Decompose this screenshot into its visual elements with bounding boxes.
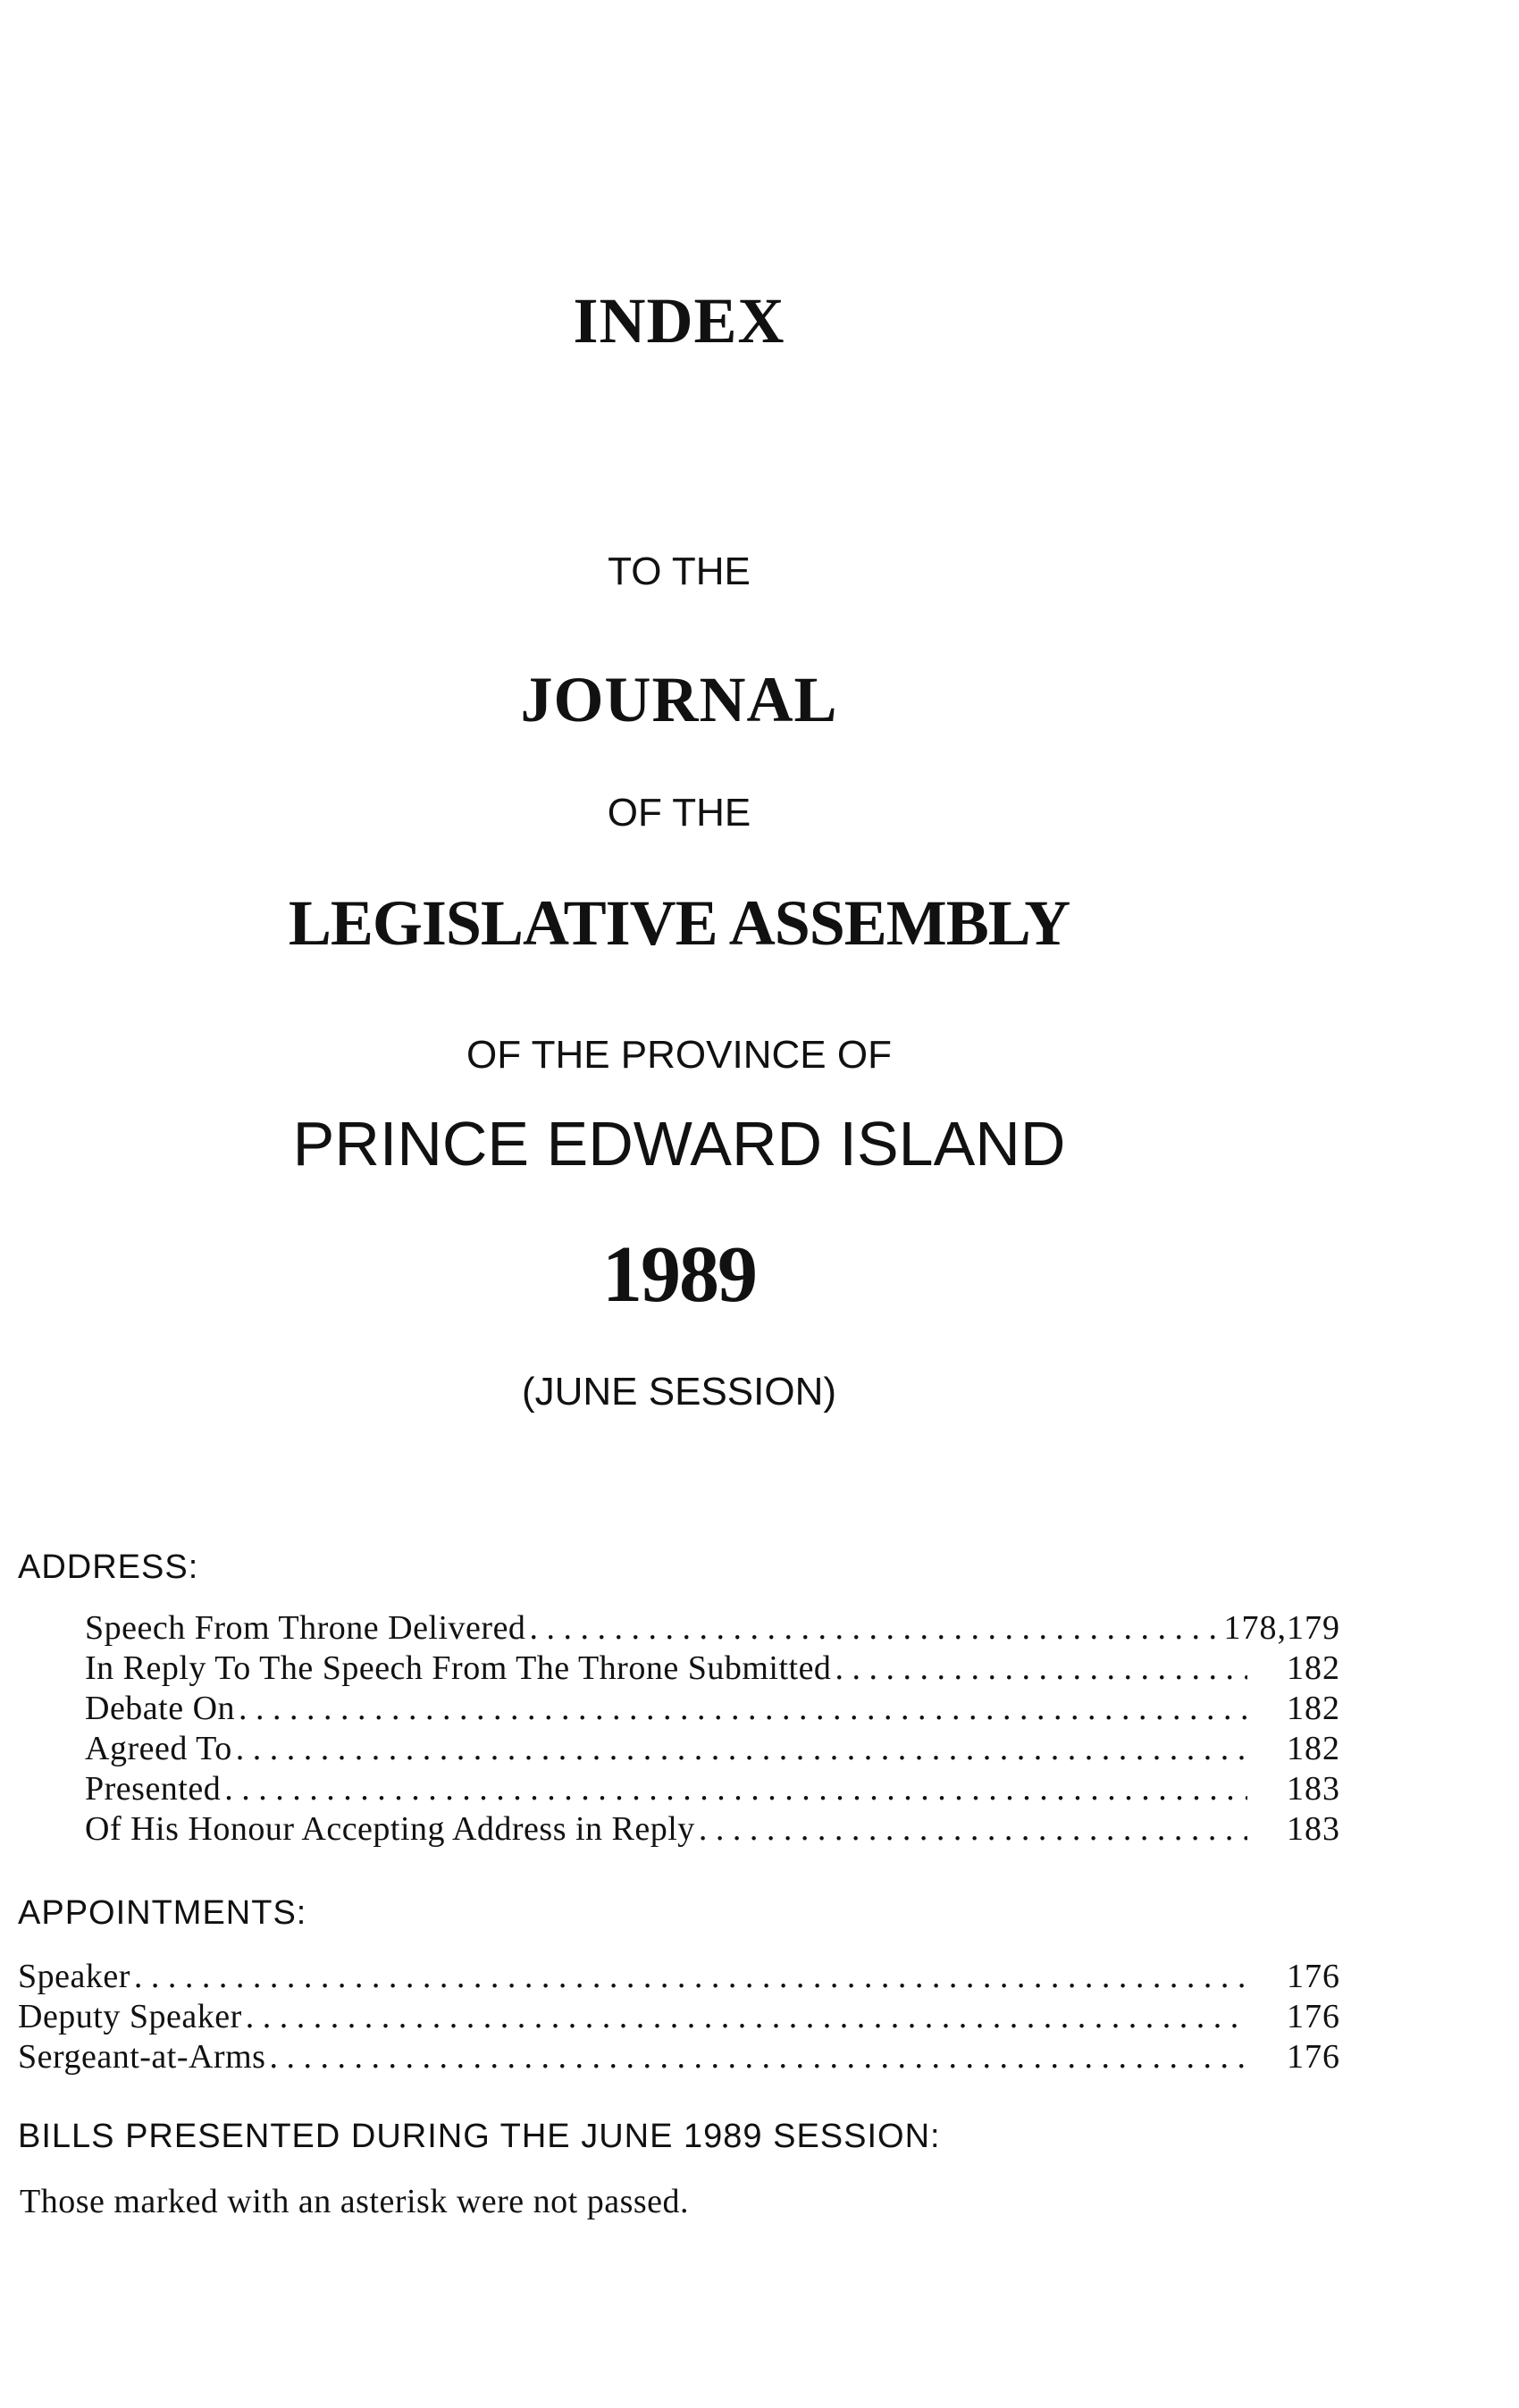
to-the-line: TO THE — [608, 550, 751, 593]
entry-label: In Reply To The Speech From The Throne Submitted — [85, 1649, 832, 1687]
of-the-line: OF THE — [607, 791, 751, 835]
entry-pages: 182 — [1287, 1730, 1340, 1767]
dot-leader — [529, 1608, 1220, 1648]
entry-label: Deputy Speaker — [18, 1998, 242, 2035]
dot-leader — [236, 1729, 1247, 1768]
entry-label: Speech From Throne Delivered — [85, 1609, 526, 1647]
entry-label: Presented — [85, 1770, 222, 1808]
province-of-line: OF THE PROVINCE OF — [466, 1033, 892, 1077]
assembly-title: LEGISLATIVE ASSEMBLY — [288, 887, 1070, 959]
dot-leader — [134, 1957, 1247, 1996]
index-entry — [18, 1957, 1340, 1997]
session-line: (JUNE SESSION) — [521, 1370, 837, 1414]
appointments-heading: APPOINTMENTS: — [18, 1894, 307, 1932]
entry-pages: 183 — [1287, 1810, 1340, 1848]
entry-label: Debate On — [85, 1690, 236, 1727]
year-title: 1989 — [602, 1230, 756, 1319]
bills-heading: BILLS PRESENTED DURING THE JUNE 1989 SESSION: — [18, 2118, 941, 2155]
address-entries — [85, 1608, 1340, 1850]
index-entry — [85, 1769, 1340, 1809]
dot-leader — [699, 1809, 1247, 1849]
entry-label: Agreed To — [85, 1730, 232, 1767]
entry-pages: 178,179 — [1223, 1609, 1340, 1647]
entry-pages: 176 — [1287, 2038, 1340, 2076]
index-title: INDEX — [573, 285, 785, 357]
dot-leader — [246, 1997, 1247, 2036]
bills-note: Those marked with an asterisk were not passed. — [20, 2183, 690, 2220]
address-heading: ADDRESS: — [18, 1548, 199, 1586]
dot-leader — [239, 1689, 1247, 1728]
index-entry — [85, 1689, 1340, 1729]
appointments-entries — [18, 1957, 1340, 2077]
index-entry — [85, 1649, 1340, 1689]
index-entry — [18, 1997, 1340, 2037]
index-entry — [85, 1809, 1340, 1850]
entry-label: Sergeant-at-Arms — [18, 2038, 266, 2076]
index-entry — [18, 2037, 1340, 2077]
entry-pages: 183 — [1287, 1770, 1340, 1808]
index-entry — [85, 1608, 1340, 1649]
dot-leader — [835, 1649, 1247, 1688]
entry-pages: 176 — [1287, 1998, 1340, 2035]
entry-label: Of His Honour Accepting Address in Reply — [85, 1810, 695, 1848]
entry-pages: 182 — [1287, 1690, 1340, 1727]
entry-pages: 176 — [1287, 1958, 1340, 1995]
dot-leader — [224, 1769, 1247, 1808]
index-entry — [85, 1729, 1340, 1769]
journal-title: JOURNAL — [520, 664, 838, 735]
entry-label: Speaker — [18, 1958, 130, 1995]
province-name: PRINCE EDWARD ISLAND — [292, 1109, 1066, 1179]
entry-pages: 182 — [1287, 1649, 1340, 1687]
dot-leader — [269, 2037, 1247, 2077]
